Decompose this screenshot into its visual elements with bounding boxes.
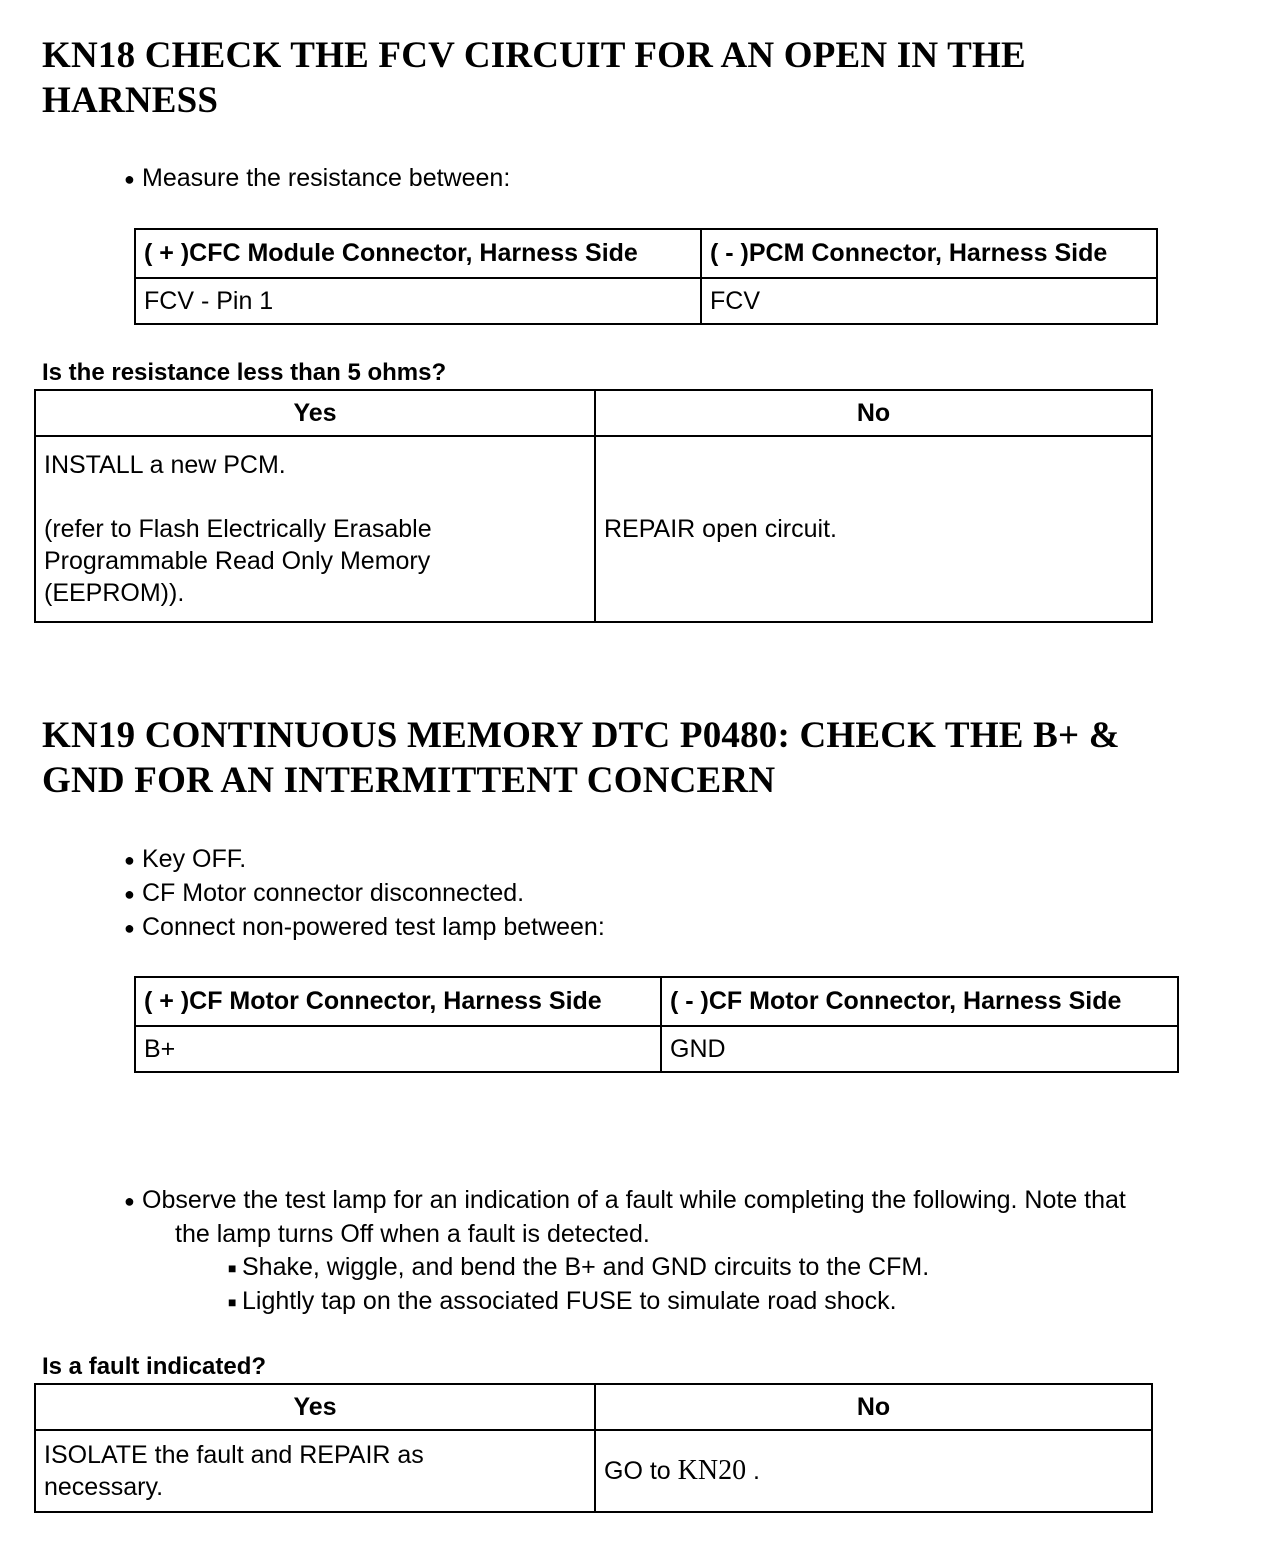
kn18-yes-line4: (EEPROM)). [44, 579, 185, 607]
bullet-dot-icon: ● [124, 917, 135, 938]
kn19-bullet [124, 877, 605, 911]
kn19-heading-line1: KN19 CONTINUOUS MEMORY DTC P0480: CHECK THE B+ & [42, 715, 1120, 756]
kn19-yes-cell [35, 1430, 595, 1512]
kn18-bullet-text: Measure the resistance between: [142, 164, 511, 192]
kn19-heading-line2: GND FOR AN INTERMITTENT CONCERN [42, 760, 776, 801]
kn19-question: Is a fault indicated? [42, 1353, 267, 1380]
kn18-conn-header-negative: ( - )PCM Connector, Harness Side [701, 229, 1157, 278]
bullet-dot-icon: ● [124, 1190, 135, 1211]
kn19-sub-bullet-text: Lightly tap on the associated FUSE to simulate road shock. [242, 1286, 897, 1315]
kn19-yes-line1: ISOLATE the fault and REPAIR as [44, 1441, 424, 1469]
kn19-no-cell [595, 1430, 1152, 1512]
kn18-connector-table [134, 228, 1158, 325]
kn18-heading [42, 33, 1026, 123]
kn19-bullet-list [124, 843, 605, 945]
kn18-conn-cell-positive: FCV - Pin 1 [135, 278, 701, 324]
kn19-no-suffix: . [753, 1457, 760, 1485]
kn19-observe-line1: Observe the test lamp for an indication of a fault while completing the following. Note that [142, 1186, 1126, 1214]
kn19-connector-table [134, 976, 1179, 1073]
kn19-conn-cell-negative: GND [661, 1026, 1178, 1072]
kn19-sub-bullet [124, 1251, 1126, 1285]
kn18-conn-cell-negative: FCV [701, 278, 1157, 324]
kn19-bullet [124, 911, 605, 945]
kn18-heading-line2: HARNESS [42, 80, 219, 121]
kn19-sub-bullet-text: Shake, wiggle, and bend the B+ and GND circuits to the CFM. [242, 1252, 930, 1281]
bullet-dot-icon: ● [124, 168, 135, 189]
kn18-question: Is the resistance less than 5 ohms? [42, 359, 447, 386]
bullet-dot-icon: ● [124, 849, 135, 870]
kn18-answer-table [34, 389, 1153, 623]
kn19-sub-bullet [124, 1285, 1126, 1319]
square-bullet-icon: ■ [228, 1293, 237, 1310]
kn18-yes-line3: Programmable Read Only Memory [44, 547, 431, 575]
kn18-no-cell: REPAIR open circuit. [595, 436, 1152, 622]
bullet-dot-icon: ● [124, 883, 135, 904]
kn18-yes-cell [35, 436, 595, 622]
kn19-bullet [124, 843, 605, 877]
kn18-no-header: No [595, 390, 1152, 436]
kn19-no-prefix: GO to [604, 1457, 671, 1485]
kn19-heading [42, 713, 1120, 803]
kn19-yes-header: Yes [35, 1384, 595, 1430]
kn18-yes-line2: (refer to Flash Electrically Erasable [44, 515, 432, 543]
kn19-answer-table [34, 1383, 1153, 1513]
kn19-observe-bullet [124, 1184, 1126, 1218]
kn18-heading-line1: KN18 CHECK THE FCV CIRCUIT FOR AN OPEN IN THE [42, 35, 1026, 76]
kn18-conn-header-positive: ( + )CFC Module Connector, Harness Side [135, 229, 701, 278]
kn19-no-header: No [595, 1384, 1152, 1430]
kn18-yes-header: Yes [35, 390, 595, 436]
kn19-conn-header-negative: ( - )CF Motor Connector, Harness Side [661, 977, 1178, 1026]
kn20-link[interactable]: KN20 [677, 1455, 747, 1486]
square-bullet-icon: ■ [228, 1259, 237, 1276]
kn19-conn-cell-positive: B+ [135, 1026, 661, 1072]
kn19-yes-line2: necessary. [44, 1473, 164, 1501]
kn19-conn-header-positive: ( + )CF Motor Connector, Harness Side [135, 977, 661, 1026]
kn18-yes-line1: INSTALL a new PCM. [44, 451, 286, 479]
kn18-bullet [124, 162, 510, 196]
kn19-bullet-text: CF Motor connector disconnected. [142, 878, 525, 907]
kn19-bullet-text: Connect non-powered test lamp between: [142, 912, 605, 941]
kn19-observe-line2: the lamp turns Off when a fault is detected. [175, 1219, 650, 1248]
kn19-observe-block [124, 1184, 1126, 1319]
kn19-bullet-text: Key OFF. [142, 845, 247, 873]
